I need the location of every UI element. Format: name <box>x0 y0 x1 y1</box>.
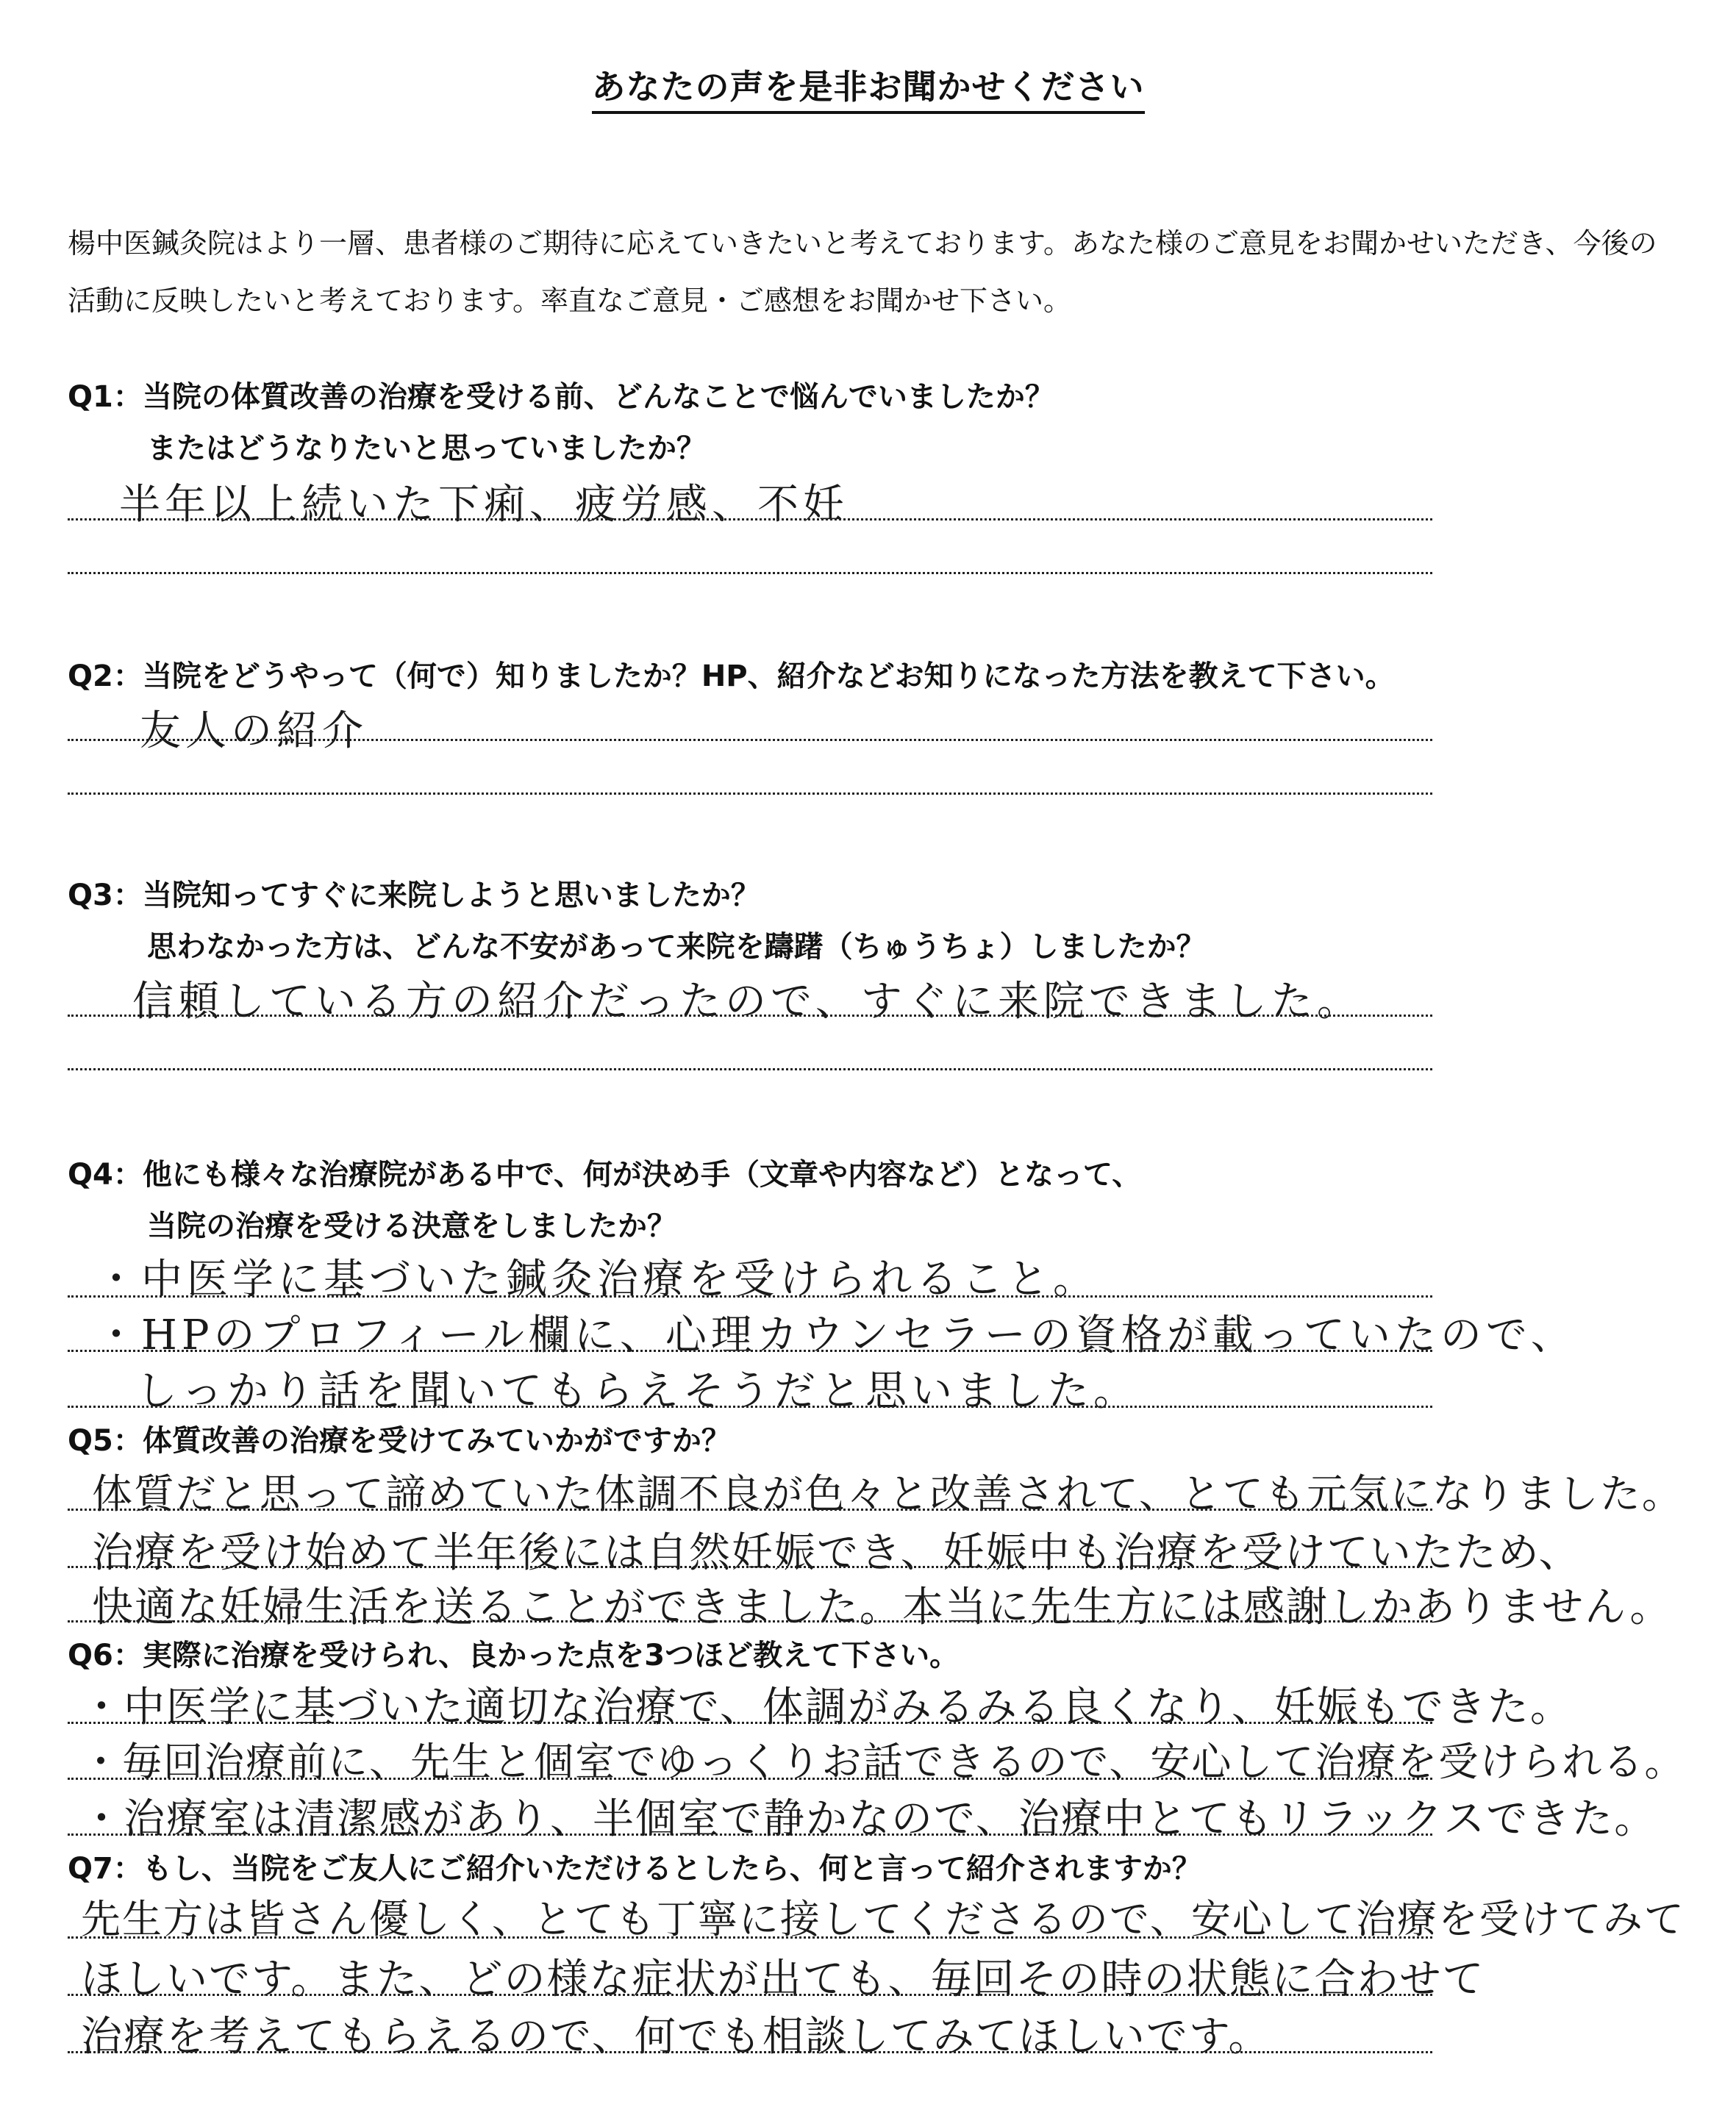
answer-line <box>68 793 1432 795</box>
q1-answer: 半年以上続いた下痢、疲労感、不妊 <box>119 481 849 529</box>
intro-text: 楊中医鍼灸院はより一層、患者様のご期待に応えていきたいと考えております。あなた様のご意見をお聞かせいただき、今後の活動に反映したいと考えております。率直なご意見・ご感想をお聞かせ下さい。 <box>68 227 1657 317</box>
q3-answer: 信頼している方の紹介だったので、すぐに来院できました。 <box>132 978 1362 1026</box>
answer-line <box>68 1509 1432 1511</box>
answer-line <box>68 1620 1432 1623</box>
answer-line <box>68 518 1432 520</box>
answer-line <box>68 1295 1432 1298</box>
answer-line <box>68 2051 1432 2053</box>
answer-line <box>68 1936 1432 1939</box>
q6-answer-1: ・中医学に基づいた適切な治療で、体調がみるみる良くなり、妊娠もできた。 <box>81 1684 1573 1731</box>
q4-answer-1: ・中医学に基づいた鍼灸治療を受けられること。 <box>96 1256 1099 1303</box>
q3-subquestion: 思わなかった方は、どんな不安があって来院を躊躇（ちゅうちょ）しましたか？ <box>147 930 1206 964</box>
answer-line <box>68 1778 1432 1780</box>
q5-answer-1: 体質だと思って諦めていた体調不良が色々と改善されて、とても元気になりました。 <box>92 1470 1684 1517</box>
answer-line <box>68 1350 1432 1352</box>
q6-question: Q6：実際に治療を受けられ、良かった点を3つほど教えて下さい。 <box>68 1639 960 1672</box>
q3-question: Q3：当院知ってすぐに来院しようと思いましたか？ <box>68 879 760 912</box>
q4-answer-2: ・HPのプロフィール欄に、心理カウンセラーの資格が載っていたので、 <box>96 1312 1576 1359</box>
answer-line <box>68 1833 1432 1836</box>
answer-line <box>68 1015 1432 1017</box>
q5-answer-3: 快適な妊婦生活を送ることができました。本当に先生方には感謝しかありません。 <box>92 1584 1673 1631</box>
answer-line <box>68 1566 1432 1568</box>
q7-answer-3: 治療を考えてもらえるので、何でも相談してみてほしいです。 <box>81 2013 1271 2061</box>
q7-question: Q7：もし、当院をご友人にご紹介いただけるとしたら、何と言って紹介されますか？ <box>68 1852 1201 1886</box>
page-title: あなたの声を是非お聞かせください <box>0 60 1736 109</box>
q6-answer-2: ・毎回治療前に、先生と個室でゆっくりお話できるので、安心して治療を受けられる。 <box>81 1739 1686 1785</box>
q7-answer-2: ほしいです。また、どの様な症状が出ても、毎回その時の状態に合わせて <box>81 1956 1485 2003</box>
q1-question: Q1：当院の体質改善の治療を受ける前、どんなことで悩んでいましたか？ <box>68 380 1054 414</box>
answer-line <box>68 1994 1432 1996</box>
q4-question: Q4：他にも様々な治療院がある中で、何が決め手（文章や内容など）となって、 <box>68 1158 1142 1192</box>
q4-subquestion: 当院の治療を受ける決意をしましたか？ <box>147 1209 676 1243</box>
answer-line <box>68 739 1432 741</box>
answer-line <box>68 1406 1432 1408</box>
answer-line <box>68 1068 1432 1070</box>
q1-subquestion: またはどうなりたいと思っていましたか？ <box>147 432 706 465</box>
q4-answer-3: しっかり話を聞いてもらえそうだと思いました。 <box>136 1367 1139 1415</box>
q5-question: Q5：体質改善の治療を受けてみていかがですか？ <box>68 1424 731 1458</box>
q7-answer-1: 先生方は皆さん優しく、とても丁寧に接してくださるので、安心して治療を受けてみて <box>81 1896 1685 1942</box>
answer-line <box>68 572 1432 574</box>
answer-line <box>68 1722 1432 1724</box>
q2-question: Q2：当院をどうやって（何で）知りましたか？HP、紹介などお知りになった方法を教えて下さい。 <box>68 659 1395 693</box>
q6-answer-3: ・治療室は清潔感があり、半個室で静かなので、治療中とてもリラックスできた。 <box>81 1795 1657 1843</box>
q5-answer-2: 治療を受け始めて半年後には自然妊娠でき、妊娠中も治療を受けていたため、 <box>92 1529 1582 1577</box>
q2-answer: 友人の紹介 <box>140 707 368 755</box>
